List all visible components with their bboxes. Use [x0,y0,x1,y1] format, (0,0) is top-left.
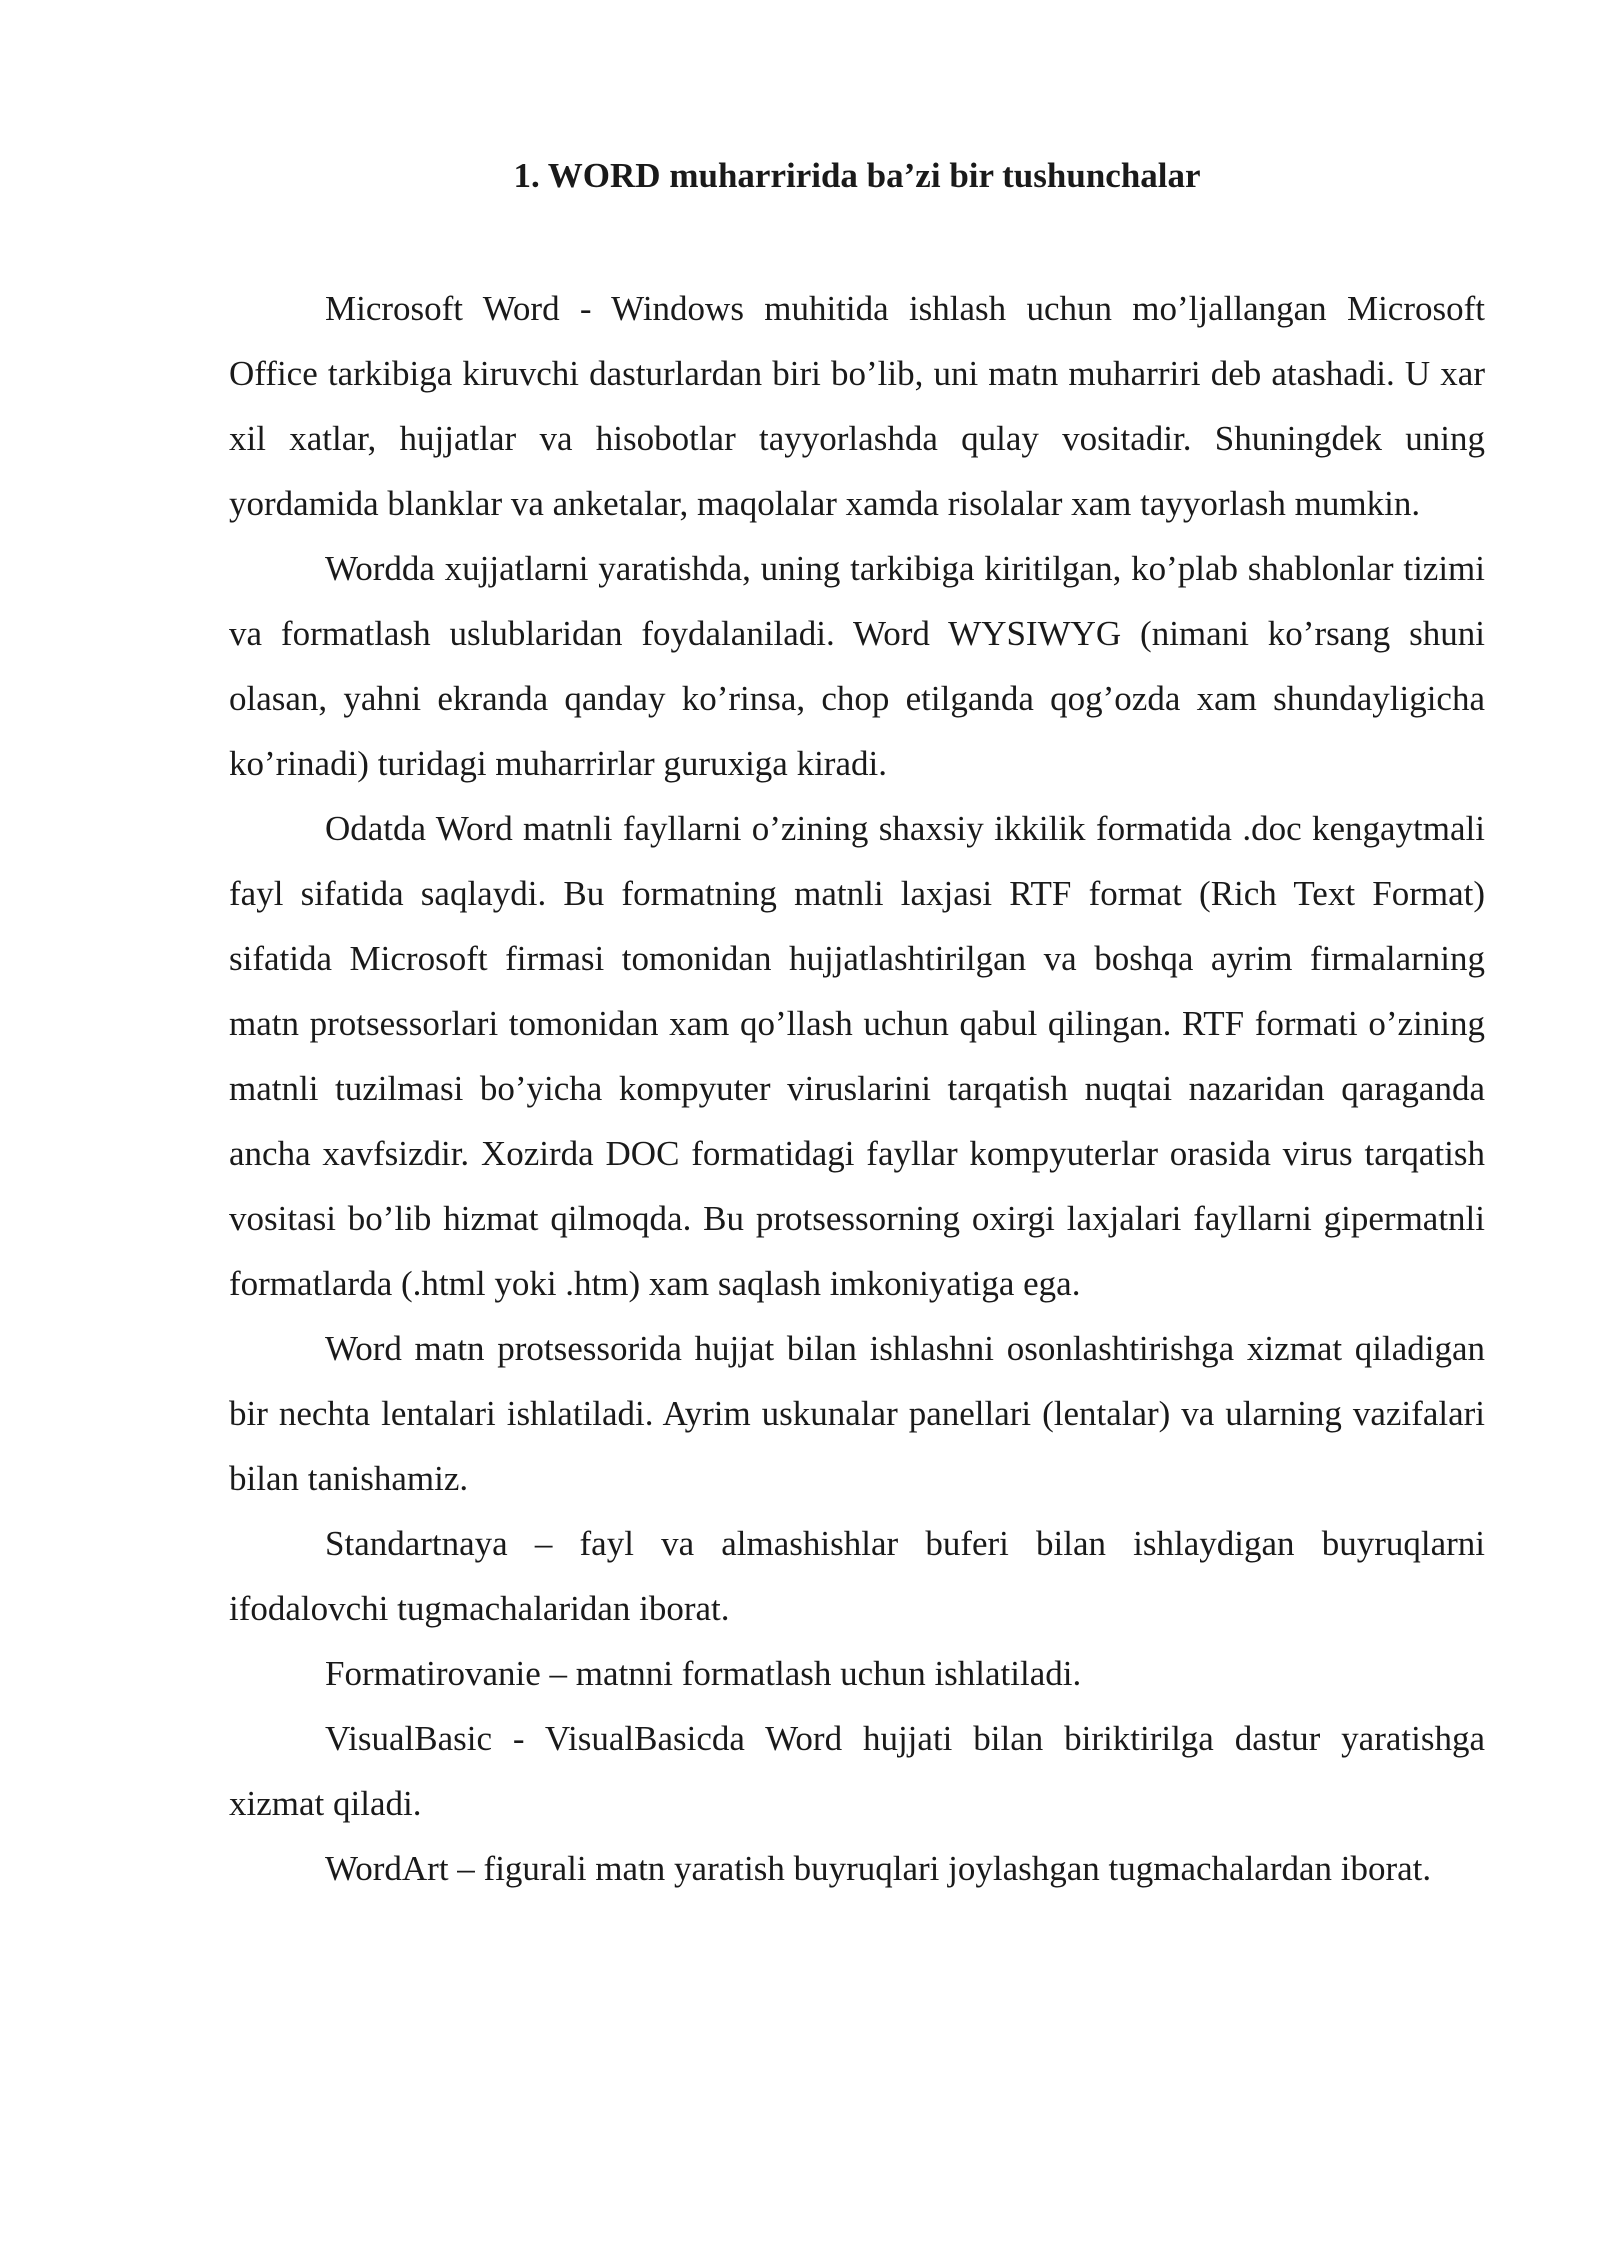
paragraph-wordart: WordArt – figurali matn yaratish buyruqlari joylashgan tugmachalardan iborat. [325,1849,1432,1888]
paragraph-microsoft-word-intro: Microsoft Word - Windows muhitida ishlash uchun mo’ljallangan Microsoft Office tarkibiga kiruvchi dasturlardan biri bo’lib, uni matn muharriri deb atashadi. U xar xil xatlar, hujjatlar va hisobotlar tayyorlashda qulay vositadir. Shuningdek uning yordamida blanklar va anketalar, maqolalar xamda risolalar xam tayyorlash mumkin. [229,289,1485,523]
paragraph-visualbasic: VisualBasic - VisualBasicda Word hujjati bilan biriktirilga dastur yaratishga xizmat qiladi. [229,1719,1485,1823]
document-body [229,276,1485,1901]
paragraph-ribbons-intro: Word matn protsessorida hujjat bilan ishlashni osonlashtirishga xizmat qiladigan bir nechta lentalari ishlatiladi. Ayrim uskunalar panellari (lentalar) va ularning vazifalari bilan tanishamiz. [229,1329,1485,1498]
paragraph-standartnaya: Standartnaya – fayl va almashishlar buferi bilan ishlaydigan buyruqlarni ifodalovchi tugmachalaridan iborat. [229,1524,1485,1628]
paragraph-formatirovanie: Formatirovanie – matnni formatlash uchun ishlatiladi. [325,1654,1082,1693]
paragraph-wysiwyg: Wordda xujjatlarni yaratishda, uning tarkibiga kiritilgan, ko’plab shablonlar tizimi va formatlash uslublaridan foydalaniladi. Word WYSIWYG (nimani ko’rsang shuni olasan, yahni ekranda qanday ko’rinsa, chop etilganda qog’ozda xam shundayligicha ko’rinadi) turidagi muharrirlar guruxiga kiradi. [229,549,1485,783]
paragraph-file-formats: Odatda Word matnli fayllarni o’zining shaxsiy ikkilik formatida .doc kengaytmali fayl sifatida saqlaydi. Bu formatning matnli laxjasi RTF format (Rich Text Format) sifatida Microsoft firmasi tomonidan hujjatlashtirilgan va boshqa ayrim firmalarning matn protsessorlari tomonidan xam qo’llash uchun qabul qilingan. RTF formati o’zining matnli tuzilmasi bo’yicha kompyuter viruslarini tarqatish nuqtai nazaridan qaraganda ancha xavfsizdir. Xozirda DOC formatidagi fayllar kompyuterlar orasida virus tarqatish vositasi bo’lib hizmat qilmoqda. Bu protsessorning oxirgi laxjalari fayllarni gipermatnli formatlarda (.html yoki .htm) xam saqlash imkoniyatiga ega. [229,809,1485,1303]
document-title: 1. WORD muharririda ba’zi bir tushunchalar [513,156,1201,195]
